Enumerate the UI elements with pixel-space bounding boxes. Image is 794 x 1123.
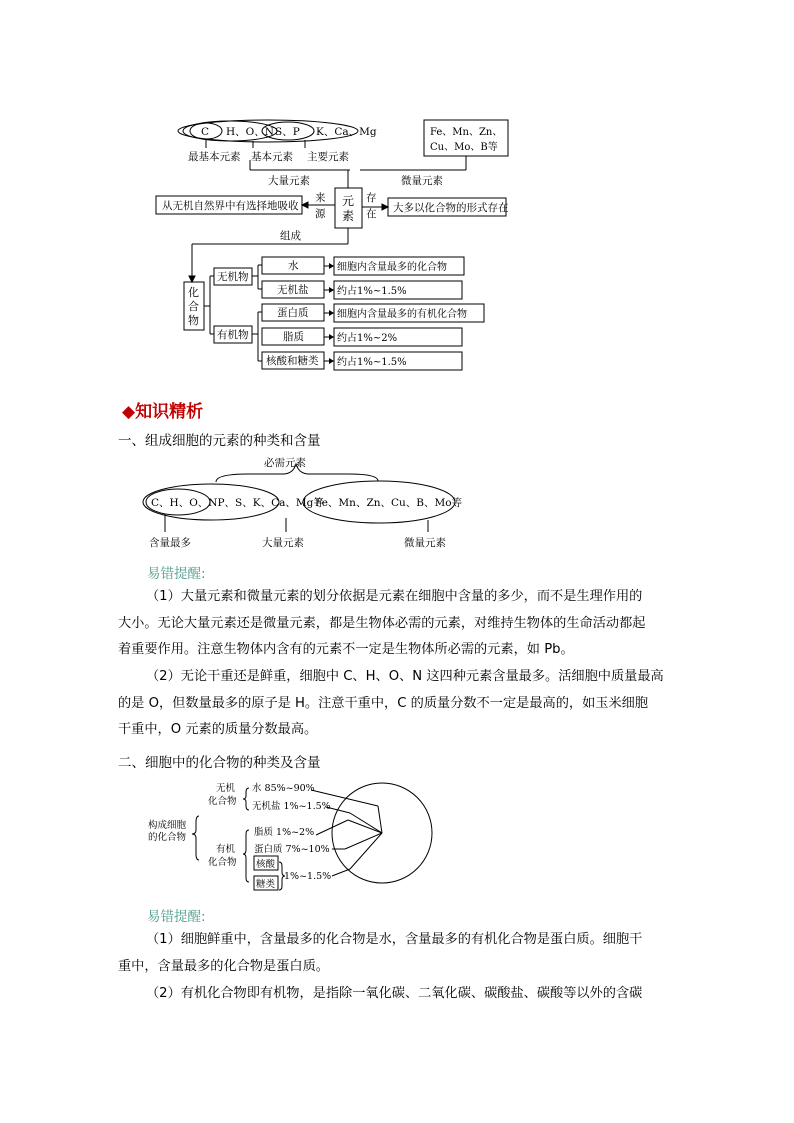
right-oval-text: Fe、Mn、Zn、Cu、B、Mo等 [315,497,463,509]
tip-label-2: 易错提醒: [147,909,206,925]
center-yuansu-1: 元 [342,194,355,208]
protein-desc-text: 细胞内含量最多的有机化合物 [337,309,467,320]
paragraph-4 [118,981,678,1008]
oval-kcamg-text: K、Ca、Mg [316,126,377,138]
para1-line2: 大小。无论大量元素还是微量元素，都是生物体必需的元素，对维持生物体的生命活动都起 [118,615,646,631]
basic-label: 基本元素 [251,151,293,163]
nucleic-sugar-text: 核酸和糖类 [266,355,319,367]
water-desc-text: 细胞内含量最多的化合物 [337,262,447,273]
paragraph-2 [118,664,678,744]
compound-char-1: 化 [188,286,199,299]
exist-char-2: 在 [366,208,377,220]
trace-label: 微量元素 [401,175,443,187]
center-yuansu-2: 素 [342,209,355,223]
lipid-desc-text: 约占1%~2% [337,333,398,344]
source-char-1: 来 [315,192,326,204]
paragraph-3 [118,927,678,980]
pie-nucleic-sugar-pct: 1%~1.5% [284,871,332,882]
para2-line1: （2）无论干重还是鲜重，细胞中 C、H、O、N 这四种元素含量最多。活细胞中质量最高 [146,669,664,684]
inorganic-salt-text: 无机盐 [277,284,309,296]
trace-label-2: 微量元素 [404,537,446,549]
para3-line2: 重中，含量最多的化合物是蛋白质。 [118,958,329,974]
most-basic-label: 最基本元素 [188,151,241,163]
lipid-text: 脂质 [283,331,304,343]
most-content-label: 含量最多 [149,537,191,549]
compound-content-diagram [146,776,436,896]
trace-line1-text: Fe、Mn、Zn、 [430,127,503,138]
section-heading: ◆知识精析 [122,402,204,422]
pie-nucleic-label: 核酸 [256,859,276,870]
root-text-1: 构成细胞 [148,820,187,831]
source-char-2: 源 [315,208,326,220]
pie-water-label: 水 85%~90% [252,783,315,794]
inorganic-text: 无机物 [217,271,249,283]
source-box-text: 从无机自然界中有选择地吸收 [162,200,299,212]
essential-label: 必需元素 [264,457,306,469]
essential-elements-diagram [138,452,468,552]
organic-text-2: 化合物 [208,857,237,868]
inorganic-brace [243,788,249,810]
oval-c-text: C [201,126,210,138]
nucleic-desc-text: 约占1%~1.5% [337,357,407,368]
element-concept-diagram [140,112,520,374]
inorganic-text-1: 无机 [216,783,236,794]
root-brace [192,816,199,860]
para2-line2: 的是 O，但数量最多的原子是 H。注意干重中，C 的质量分数不一定是最高的，如玉米细胞 [118,695,649,711]
pie-sugar-label: 糖类 [256,879,276,890]
oval-hon-text: H、O、N [226,126,274,138]
oval-sp-text: S、P [275,126,300,138]
pie-lipid-label: 脂质 1%~2% [254,827,315,838]
left-oval-text: C、H、O、NP、S、K、Ca、Mg等 [151,497,324,509]
pie-protein-label: 蛋白质 7%~10% [254,844,330,855]
section2-title: 二、细胞中的化合物的种类及含量 [118,755,321,771]
organic-brace [243,830,249,882]
compose-label: 组成 [280,230,301,242]
main-label: 主要元素 [307,151,349,163]
organic-text: 有机物 [217,329,249,341]
inorganic-text-2: 化合物 [208,796,237,807]
para3-line1: （1）细胞鲜重中，含量最多的化合物是水，含量最多的有机化合物是蛋白质。细胞干 [146,932,643,947]
exist-char-1: 存 [366,192,377,204]
water-text: 水 [288,260,299,272]
paragraph-1 [118,584,678,664]
para2-line3: 干重中，O 元素的质量分数最高。 [118,722,318,737]
para1-line3: 着重要作用。注意生物体内含有的元素不一定是生物体所必需的元素，如 Pb。 [118,642,574,657]
exist-box-text: 大多以化合物的形式存在 [393,202,509,214]
trace-line2-text: Cu、Mo、B等 [430,142,498,153]
para1-line1: （1）大量元素和微量元素的划分依据是元素在细胞中含量的多少，而不是生理作用的 [146,589,643,604]
para4-line1: （2）有机化合物即有机物，是指除一氧化碳、二氧化碳、碳酸盐、碳酸等以外的含碳 [146,986,643,1001]
compound-char-3: 物 [188,314,199,327]
compound-char-2: 合 [188,300,199,313]
tip-label-1: 易错提醒: [147,566,206,582]
salt-desc-text: 约占1%~1.5% [337,286,407,297]
section1-title: 一、组成细胞的元素的种类和含量 [118,433,321,449]
organic-text-1: 有机 [216,844,236,855]
macro-label: 大量元素 [268,175,310,187]
protein-text: 蛋白质 [277,307,309,319]
pie-salt-label: 无机盐 1%~1.5% [252,801,331,812]
macro-label-2: 大量元素 [262,537,304,549]
root-text-2: 的化合物 [148,832,187,843]
